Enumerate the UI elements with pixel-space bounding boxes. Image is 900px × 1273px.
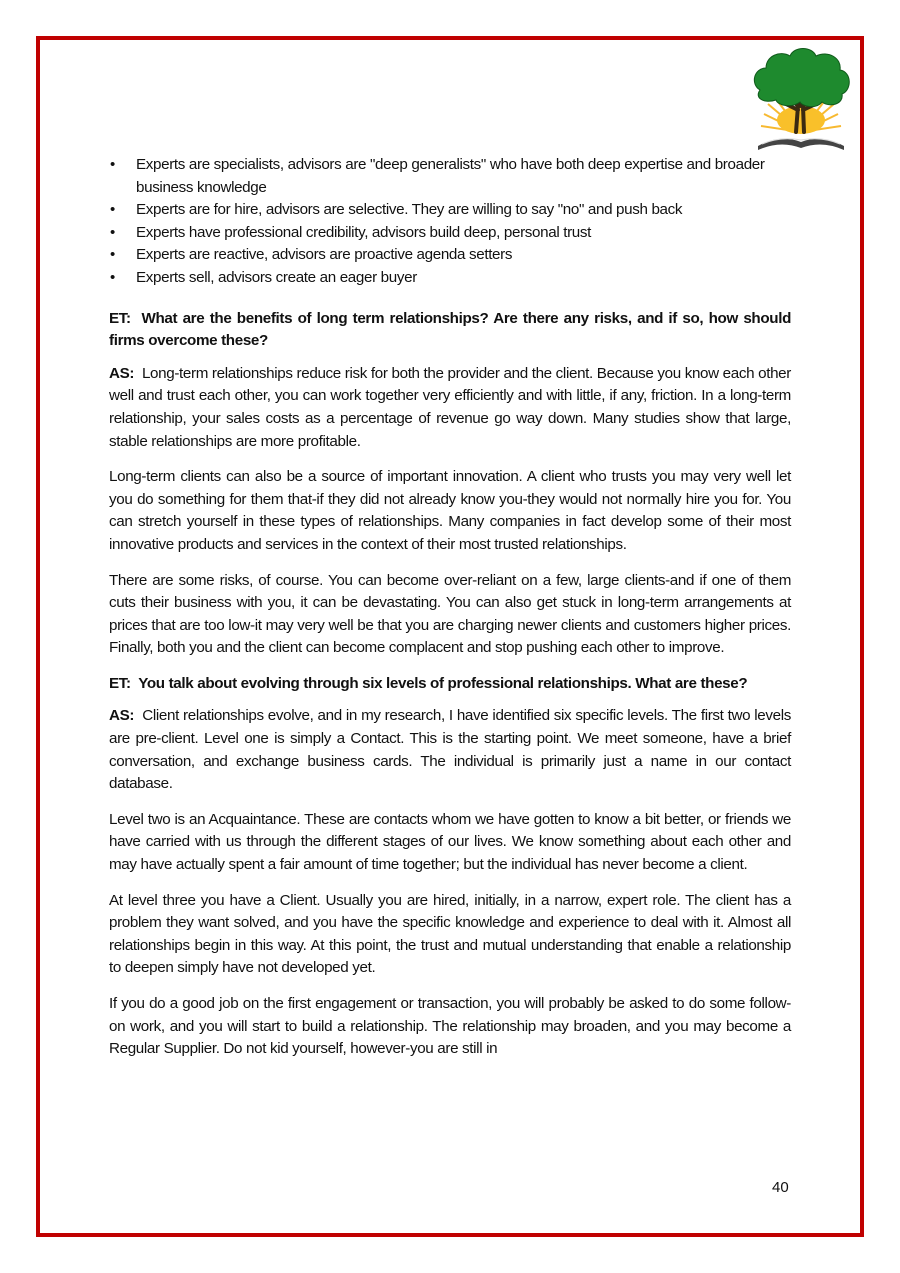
bullet-item: • Experts have professional credibility, advisors build deep, personal trust	[109, 222, 791, 245]
document-body	[109, 154, 791, 1061]
body-paragraph: At level three you have a Client. Usually you are hired, initially, in a narrow, expert role. The client has a problem they want solved, and you have the specific knowledge and experience to deal with it. Almost all relationships begin in this way. At this point, the trust and mutual understanding that enable a relationship to deepen simply have not developed yet.	[109, 891, 791, 977]
body-paragraph: Long-term clients can also be a source of important innovation. A client who trusts you may very well let you do something for them that-if they did not already know you-they would not normally hire you for. You can stretch yourself in these types of relationships. Many companies in fact develop some of their most innovative products and services in the context of their most trusted relationships.	[109, 468, 791, 553]
interview-question: ET: What are the benefits of long term relationships? Are there any risks, and if so, how should firms overcome these?	[109, 309, 791, 350]
body-paragraph: If you do a good job on the first engagement or transaction, you will probably be asked to do some follow-on work, and you will start to build a relationship. The relationship may broaden, and you may become a Regular Supplier. Do not kid yourself, however-you are still in	[109, 995, 791, 1058]
body-paragraph: Level two is an Acquaintance. These are contacts whom we have gotten to know a bit better, or friends we have carried with us through the different stages of our lives. We know something about each other and may have actually spent a fair amount of time together; but the individual has never become a client.	[109, 810, 791, 874]
bullet-icon: •	[110, 156, 115, 173]
bullet-item: • Experts are for hire, advisors are selective. They are willing to say "no" and push back	[109, 199, 791, 222]
bullet-icon: •	[110, 223, 115, 241]
bullet-item: • Experts are specialists, advisors are "deep generalists" who have both deep expertise and broader business knowledge	[110, 156, 765, 196]
bullet-icon: •	[110, 246, 115, 264]
bullet-icon: •	[110, 268, 115, 286]
bullet-list	[109, 154, 791, 290]
bullet-item: • Experts sell, advisors create an eager buyer	[109, 267, 791, 290]
bullet-item: • Experts are reactive, advisors are proactive agenda setters	[109, 244, 791, 267]
page-number: 40	[772, 1179, 789, 1196]
body-paragraph: There are some risks, of course. You can become over-reliant on a few, large clients-and if one of them cuts their business with you, it can be devastating. You can also get stuck in long-term arrangements at prices that are too low-it may very well be that you are charging newer clients and customers higher prices. Finally, both you and the client can become complacent and stop pushing each other to improve.	[109, 571, 791, 657]
interview-answer: AS: Client relationships evolve, and in my research, I have identified six specific levels. The first two levels are pre-client. Level one is simply a Contact. This is the starting point. We meet someone, have a brief conversation, and exchange business cards. The individual is primarily just a name in our contact database.	[109, 707, 791, 793]
tree-book-logo-icon	[746, 44, 856, 156]
interview-question: ET: You talk about evolving through six levels of professional relationships. What are these?	[109, 674, 748, 692]
bullet-icon: •	[110, 201, 115, 219]
interview-answer: AS: Long-term relationships reduce risk for both the provider and the client. Because you know each other well and trust each other, you can work together very efficiently and with little, if any, friction. In a long-term relationship, your sales costs as a percentage of revenue go way down. Many studies show that large, stable relationships are more profitable.	[109, 364, 791, 450]
